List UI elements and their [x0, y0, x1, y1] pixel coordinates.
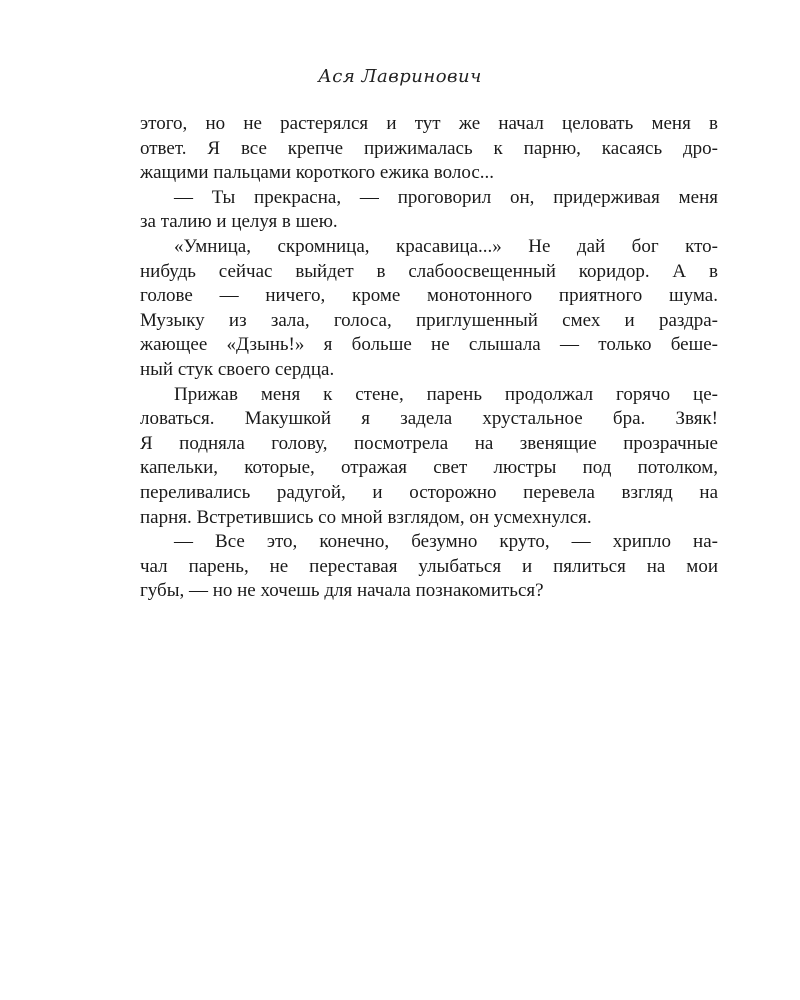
text-line: капельки, которые, отражая свет люстры под потолком,	[140, 457, 718, 479]
text-line: парня. Встретившись со мной взглядом, он усмехнулся.	[140, 506, 592, 528]
body-text	[140, 112, 718, 604]
text-line: губы, — но не хочешь для начала познакомиться?	[140, 580, 544, 602]
text-line: Музыку из зала, голоса, приглушенный смех и раздра-	[140, 309, 718, 331]
text-line: переливались радугой, и осторожно перевела взгляд на	[140, 481, 718, 503]
text-line: ловаться. Макушкой я задела хрустальное бра. Звяк!	[140, 408, 718, 430]
text-line: этого, но не растерялся и тут же начал целовать меня в	[140, 113, 718, 134]
text-line: жающее «Дзынь!» я больше не слышала — только беше-	[140, 334, 718, 356]
text-line: Я подняла голову, посмотрела на звенящие прозрачные	[140, 432, 718, 454]
text-line: ответ. Я все крепче прижималась к парню, касаясь дро-	[140, 137, 718, 159]
text-line: нибудь сейчас выйдет в слабоосвещенный коридор. А в	[140, 260, 718, 282]
text-line: голове — ничего, кроме монотонного приятного шума.	[140, 285, 718, 307]
text-line: — Все это, конечно, безумно круто, — хрипло на-	[174, 531, 718, 553]
text-line: — Ты прекрасна, — проговорил он, придерживая меня	[174, 186, 718, 208]
text-line: жащими пальцами короткого ежика волос...	[140, 162, 494, 184]
text-line: за талию и целуя в шею.	[140, 211, 338, 233]
text-line: Прижав меня к стене, парень продолжал горячо це-	[174, 383, 718, 405]
text-line: «Умница, скромница, красавица...» Не дай бог кто-	[174, 235, 718, 257]
text-line: чал парень, не переставая улыбаться и пялиться на мои	[140, 555, 718, 577]
text-line: ный стук своего сердца.	[140, 358, 335, 380]
running-header-author: Ася Лавринович	[318, 66, 482, 87]
